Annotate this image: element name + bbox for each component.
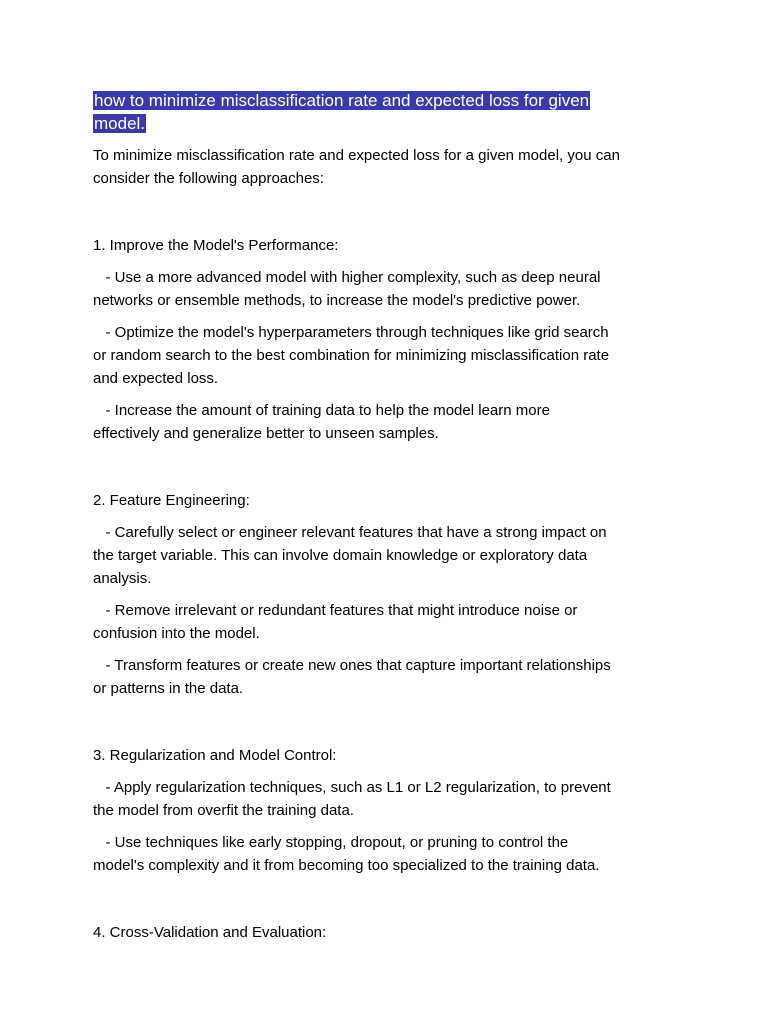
bullet-line: analysis. [93, 570, 152, 587]
question-title [93, 89, 678, 135]
section-1-bullet-2 [93, 321, 678, 390]
bullet-prefix: - [93, 602, 115, 619]
bullet-prefix: - [93, 657, 115, 674]
section-heading-2: 2. Feature Engineering: [93, 492, 250, 509]
section-2-bullet-3 [93, 654, 678, 700]
bullet-prefix: - [93, 402, 115, 419]
bullet-prefix: - [93, 269, 115, 286]
highlighted-title-line-2[interactable]: model. [94, 114, 146, 133]
bullet-prefix: - [93, 324, 115, 341]
intro-paragraph [93, 144, 678, 190]
section-2-bullet-2 [93, 599, 678, 645]
bullet-line: or random search to the best combination for minimizing misclassification rate [93, 347, 610, 364]
bullet-line: Use a more advanced model with higher complexity, such as deep neural [114, 269, 601, 286]
bullet-line: the model from overfit the training data. [93, 802, 354, 819]
bullet-line: Apply regularization techniques, such as L1 or L2 regularization, to prevent [113, 779, 611, 796]
bullet-line: Transform features or create new ones that capture important relationships [114, 657, 611, 674]
bullet-line: Optimize the model's hyperparameters through techniques like grid search [114, 324, 609, 341]
bullet-line: or patterns in the data. [93, 680, 244, 697]
bullet-line: networks or ensemble methods, to increase the model's predictive power. [93, 292, 581, 309]
section-3-bullet-2 [93, 831, 678, 877]
bullet-prefix: - [93, 834, 115, 851]
bullet-line: Carefully select or engineer relevant features that have a strong impact on [114, 524, 607, 541]
intro-line-1: To minimize misclassification rate and expected loss for a given model, you can [93, 147, 620, 164]
bullet-line: the target variable. This can involve domain knowledge or exploratory data [93, 547, 588, 564]
bullet-prefix: - [93, 779, 114, 796]
bullet-line: confusion into the model. [93, 625, 260, 642]
section-2-bullet-1 [93, 521, 678, 590]
section-heading-3: 3. Regularization and Model Control: [93, 747, 337, 764]
bullet-line: Use techniques like early stopping, dropout, or pruning to control the [114, 834, 569, 851]
intro-line-2: consider the following approaches: [93, 170, 324, 187]
bullet-line: and expected loss. [93, 370, 219, 387]
section-heading-4: 4. Cross-Validation and Evaluation: [93, 924, 327, 941]
section-1-bullet-3 [93, 399, 678, 445]
bullet-line: effectively and generalize better to unseen samples. [93, 425, 439, 442]
section-3-bullet-1 [93, 776, 678, 822]
bullet-line: Remove irrelevant or redundant features that might introduce noise or [114, 602, 578, 619]
section-1-bullet-1 [93, 266, 678, 312]
bullet-line: Increase the amount of training data to help the model learn more [114, 402, 550, 419]
bullet-line: model's complexity and it from becoming too specialized to the training data. [93, 857, 600, 874]
bullet-prefix: - [93, 524, 115, 541]
section-heading-1: 1. Improve the Model's Performance: [93, 237, 339, 254]
highlighted-title-line-1[interactable]: how to minimize misclassification rate and expected loss for given [94, 91, 590, 110]
